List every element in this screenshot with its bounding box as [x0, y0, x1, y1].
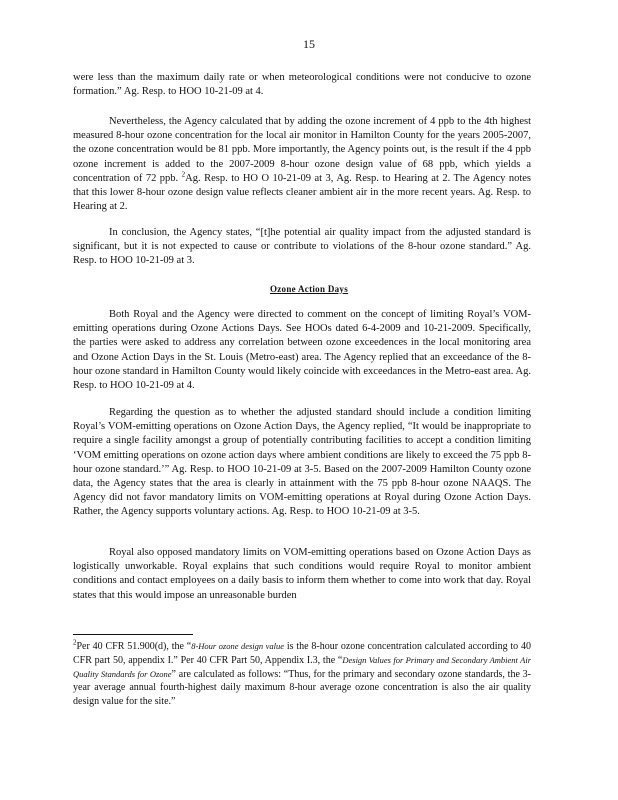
paragraph-1-text: were less than the maximum daily rate or when meteorological conditions were not conducive to ozone formation.” Ag. Resp. to HOO 10-21-09 at 4.: [73, 72, 531, 98]
footnote-part-c: ” are calculated as follows: “Thus, for the primary and secondary ozone standards, the 3-year average annual fourth-highest daily maximum 8-hour average ozone concentration is also the air quality design value for the site.”: [73, 668, 532, 708]
paragraph-royal-opposition: [73, 546, 531, 603]
footnote-italic-a: 8-Hour ozone design value: [191, 641, 284, 651]
footnote-marker: 2: [73, 638, 77, 647]
paragraph-3-text: In conclusion, the Agency states, “[t]he potential air quality impact from the adjusted standard is significant, but it is not expected to cause or contribute to violations of the 8-hour ozone standard.” Ag. Resp. to HOO 10-21-09 at 3.: [73, 227, 531, 267]
section-heading: Ozone Action Days: [269, 284, 349, 294]
paragraph-ozone-action-days: [73, 308, 531, 393]
paragraph-6-text: Royal also opposed mandatory limits on VOM-emitting operations based on Ozone Action Days as logistically unworkable. Royal explains that such conditions would require Royal to monitor ambient conditions and contact employees on a daily basis to inform them whether to come into work that day. Royal states that this would impose an unreasonable burden: [73, 547, 531, 601]
paragraph-5-text: Regarding the question as to whether the adjusted standard should include a condition limiting Royal’s VOM-emitting operations on Ozone Action Days, the Agency replied, “It would be inappropriate to require a single facility amongst a group of potentially contributing facilities to accept a condition limiting ‘VOM emitting operations on ozone action days where ambient conditions are likely to exceed the 75 ppb 8-hour ozone standard.’” Ag. Resp. to HOO 10-21-09 at 3-5. Based on the 2007-2009 Hamilton County ozone data, the Agency states that the area is clearly in attainment with the 75 ppb 8-hour ozone NAAQS. The Agency did not favor mandatory limits on VOM-emitting operations at Royal during Ozone Action Days. Rather, the Agency supports voluntary actions. Ag. Resp. to HOO 10-21-09 at 3-5.: [73, 407, 531, 518]
footnote-divider: [73, 634, 193, 635]
paragraph-condition-question: [73, 406, 531, 520]
paragraph-continuation: [73, 71, 531, 99]
footnote-part-b: is the 8-hour ozone concentration calculated according to 40 CFR part 50, appendix I.” Per 40 CFR Part 50, Appendix I.3, the “: [73, 641, 532, 666]
footnote-reference: 2: [181, 170, 186, 179]
paragraph-agency-calculation: [73, 115, 531, 214]
footnote-text: [73, 640, 531, 709]
paragraph-conclusion: [73, 226, 531, 269]
paragraph-2-part-a: Nevertheless, the Agency calculated that by adding the ozone increment of 4 ppb to the 4th highest measured 8-hour ozone concentration for the local air monitor in Hamilton County for the years 2005-2007, the ozone concentration would be 81 ppb. More importantly, the Agency points out, is the result if the 4 ppb ozone increment is added to the 2007-2009 8-hour ozone design value of 68 ppb, which yields a concentration of 72 ppb.: [73, 116, 531, 184]
paragraph-4-text: Both Royal and the Agency were directed to comment on the concept of limiting Royal’s VOM-emitting operations during Ozone Actions Days. See HOOs dated 6-4-2009 and 10-21-2009. Specifically, the parties were asked to address any correlation between ozone exceedences in the local monitoring area and Ozone Action Days in the St. Louis (Metro-east) area. The Agency replied that an exceedance of the 8-hour ozone standard in Hamilton County would likely coincide with exceedances in the Metro-east area. Ag. Resp. to HOO 10-21-09 at 4.: [73, 309, 531, 392]
paragraph-2-part-b: Ag. Resp. to HO O 10-21-09 at 3, Ag. Resp. to Hearing at 2. The Agency notes that this lower 8-hour ozone design value reflects cleaner ambient air in the more recent years. Ag. Resp. to Hearing at 2.: [73, 172, 532, 213]
footnote-italic-b: Design Values for Primary and Secondary Ambient Air Quality Standards for Ozone: [73, 654, 531, 679]
footnote: [73, 640, 531, 709]
page-number: 15: [303, 37, 315, 51]
footnote-part-a: Per 40 CFR 51.900(d), the “: [76, 641, 192, 652]
paragraph-2-text: [73, 115, 531, 214]
